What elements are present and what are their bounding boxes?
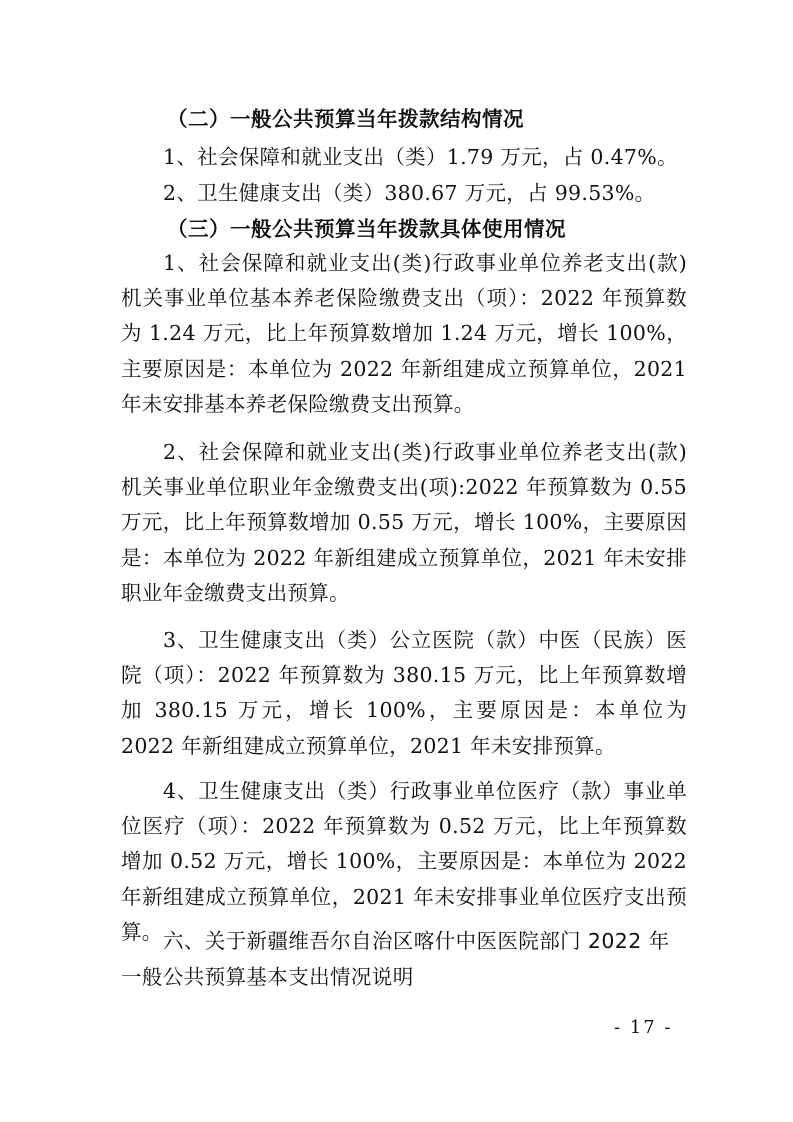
heading-appropriation-usage: （三）一般公共预算当年拨款具体使用情况 [167, 217, 566, 241]
usage-item-basic-pension: 1、社会保障和就业支出(类)行政事业单位养老支出(款)机关事业单位基本养老保险缴费支出（项）：2022 年预算数为 1.24 万元，比上年预算数增加 1.24 万元，增长 100%，主要原因是：本单位为 2022 年新组建成立预算单位，2021 年未安排基本养老保险缴费支出预算。 [121, 251, 687, 416]
usage-item-medical: 4、卫生健康支出（类）行政事业单位医疗（款）事业单位医疗（项）：2022 年预算数为 0.52 万元，比上年预算数增加 0.52 万元，增长 100%，主要原因是：本单位为 2022 年新组建成立预算单位，2021 年未安排事业单位医疗支出预算。 [121, 779, 687, 944]
page-number: - 17 - [614, 1017, 673, 1038]
structure-item-social-security: 1、社会保障和就业支出（类）1.79 万元，占 0.47%。 [163, 145, 678, 169]
section-six-title: 六、关于新疆维吾尔自治区喀什中医医院部门 2022 年一般公共预算基本支出情况说明 [121, 929, 670, 989]
heading-appropriation-structure: （二）一般公共预算当年拨款结构情况 [167, 107, 524, 131]
usage-item-public-hospital: 3、卫生健康支出（类）公立医院（款）中医（民族）医院（项）：2022 年预算数为 380.15 万元，比上年预算数增加 380.15 万元，增长 100%，主要原因是：本单位为 2022 年新组建成立预算单位，2021 年未安排预算。 [121, 628, 687, 758]
usage-item-occupational-annuity: 2、社会保障和就业支出(类)行政事业单位养老支出(款)机关事业单位职业年金缴费支出(项):2022 年预算数为 0.55 万元，比上年预算数增加 0.55 万元，增长 100%，主要原因是：本单位为 2022 年新组建成立预算单位，2021 年未安排职业年金缴费支出预算。 [121, 440, 687, 605]
structure-item-health: 2、卫生健康支出（类）380.67 万元，占 99.53%。 [163, 181, 656, 205]
